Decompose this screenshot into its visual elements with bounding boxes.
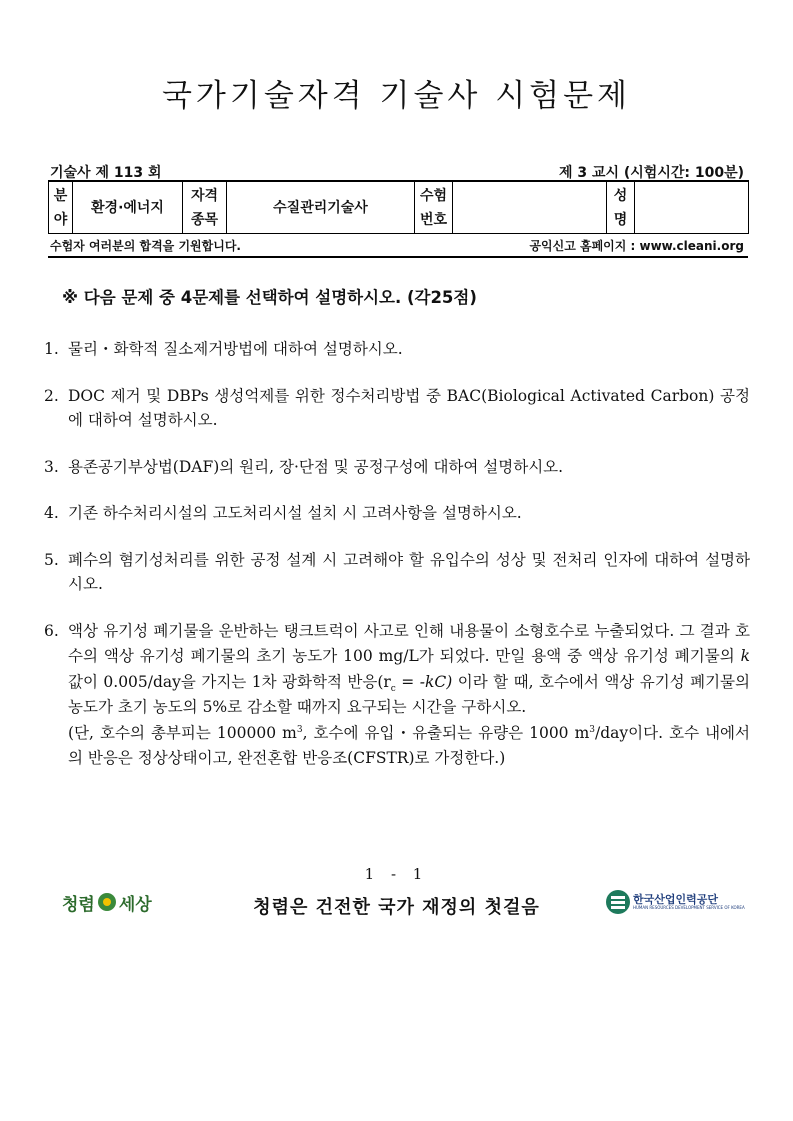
- logo-left-text: 청렴: [62, 894, 95, 915]
- name-label-bottom: 명: [613, 211, 628, 228]
- question-text: DOC 제거 및 DBPs 생성억제를 위한 정수처리방법 중 BAC(Biological Activated Carbon) 공정에 대하여 설명하시오.: [68, 386, 750, 429]
- question-number: 4.: [44, 504, 59, 522]
- question-text: 폐수의 혐기성처리를 위한 공정 설계 시 고려해야 할 유입수의 성상 및 전처리 인자에 대하여 설명하시오.: [68, 550, 750, 593]
- hrdkorea-name: 한국산업인력공단: [633, 892, 719, 906]
- name-value[interactable]: [635, 181, 749, 234]
- qualification-label-cell: [183, 181, 227, 234]
- field-label-top: 분: [53, 187, 68, 204]
- logo-left-text: 세상: [118, 894, 152, 915]
- notice-wish: 수험자 여러분의 합격을 기원합니다.: [50, 239, 241, 253]
- notice-line: [48, 236, 748, 258]
- field-label-cell: [49, 181, 73, 234]
- name-label-cell: [607, 181, 635, 234]
- question-number: 3.: [44, 457, 59, 476]
- question-6: [44, 619, 750, 772]
- question-text-part: 값이 0.005/day을 가지는 1차 광화학적 반응(r: [68, 672, 391, 691]
- question-text-part: =: [395, 672, 420, 691]
- rate-subscript: c: [390, 683, 396, 694]
- question-number: 5.: [44, 550, 59, 569]
- unit-superscript: 3: [589, 724, 596, 735]
- question-condition: /day이다. 호수 내에서의 반응은 정상상태이고, 완전혼합 반응조(CFSTR)로 가정한다.): [68, 723, 751, 767]
- exam-session: 제 3 교시 (시험시간: 100분): [558, 165, 744, 181]
- instruction: ※ 다음 문제 중 4문제를 선택하여 설명하시오. (각25점): [62, 288, 477, 307]
- name-label-top: 성: [613, 187, 628, 204]
- question-condition: (단, 호수의 총부피는 100000 m: [68, 723, 297, 742]
- question-5: [44, 548, 750, 597]
- unit-superscript: 3: [296, 724, 303, 735]
- question-text-part: 이라 할 때, 호수에서 액상 유기성 폐기물의 농도가 초기 농도의 5%로 감소할 때까지 요구되는 시간을 구하시오.: [68, 672, 751, 716]
- exam-round: 기술사 제 113 회: [50, 165, 162, 181]
- exam-number-label-top: 수험: [419, 187, 448, 204]
- question-text: 기존 하수처리시설의 고도처리시설 설치 시 고려사항을 설명하시오.: [68, 504, 522, 522]
- rate-expression: -kC): [419, 672, 453, 691]
- exam-header-line: [48, 160, 748, 182]
- hrdkorea-emblem-icon: [606, 890, 630, 914]
- question-text: 물리・화학적 질소제거방법에 대하여 설명하시오.: [68, 340, 403, 358]
- exam-number-value[interactable]: [453, 181, 607, 234]
- hrdkorea-logo: [606, 887, 746, 917]
- question-text-part: 액상 유기성 폐기물을 운반하는 탱크트럭이 사고로 인해 내용물이 소형호수로 누출되었다. 그 결과 호수의 액상 유기성 폐기물의 초기 농도가 100 mg/L가 되었다. 만일 용액 중 액상 유기성 폐기물의: [68, 621, 750, 665]
- exam-number-label-cell: [415, 181, 453, 234]
- qualification-value: 수질관리기술사: [227, 181, 415, 234]
- question-number: 6.: [44, 621, 59, 640]
- question-1: [44, 337, 750, 362]
- hrdkorea-name-en: HUMAN RESOURCES DEVELOPMENT SERVICE OF KOREA: [633, 904, 745, 910]
- question-3: [44, 455, 750, 480]
- qualification-label-top: 자격: [190, 187, 219, 204]
- page-number: 1 - 1: [364, 865, 429, 883]
- question-4: [44, 501, 750, 526]
- field-value: 환경·에너지: [73, 181, 183, 234]
- exam-info-table: [48, 180, 749, 234]
- exam-number-label-bottom: 번호: [419, 211, 448, 228]
- question-number: 1.: [44, 340, 59, 358]
- question-number: 2.: [44, 386, 59, 405]
- notice-homepage: 공익신고 홈페이지 : www.cleani.org: [529, 239, 744, 253]
- question-2: [44, 384, 750, 433]
- field-label-bottom: 야: [53, 211, 68, 228]
- rate-constant-symbol: k: [740, 647, 750, 665]
- question-list: [44, 337, 750, 794]
- question-text: 용존공기부상법(DAF)의 원리, 장·단점 및 공정구성에 대하여 설명하시오.: [68, 457, 564, 476]
- page-title: 국가기술자격 기술사 시험문제: [161, 78, 631, 114]
- qualification-label-bottom: 종목: [190, 211, 219, 228]
- footer-slogan: 청렴은 건전한 국가 재정의 첫걸음: [253, 897, 540, 918]
- question-condition: , 호수에 유입・유출되는 유량은 1000 m: [302, 723, 590, 742]
